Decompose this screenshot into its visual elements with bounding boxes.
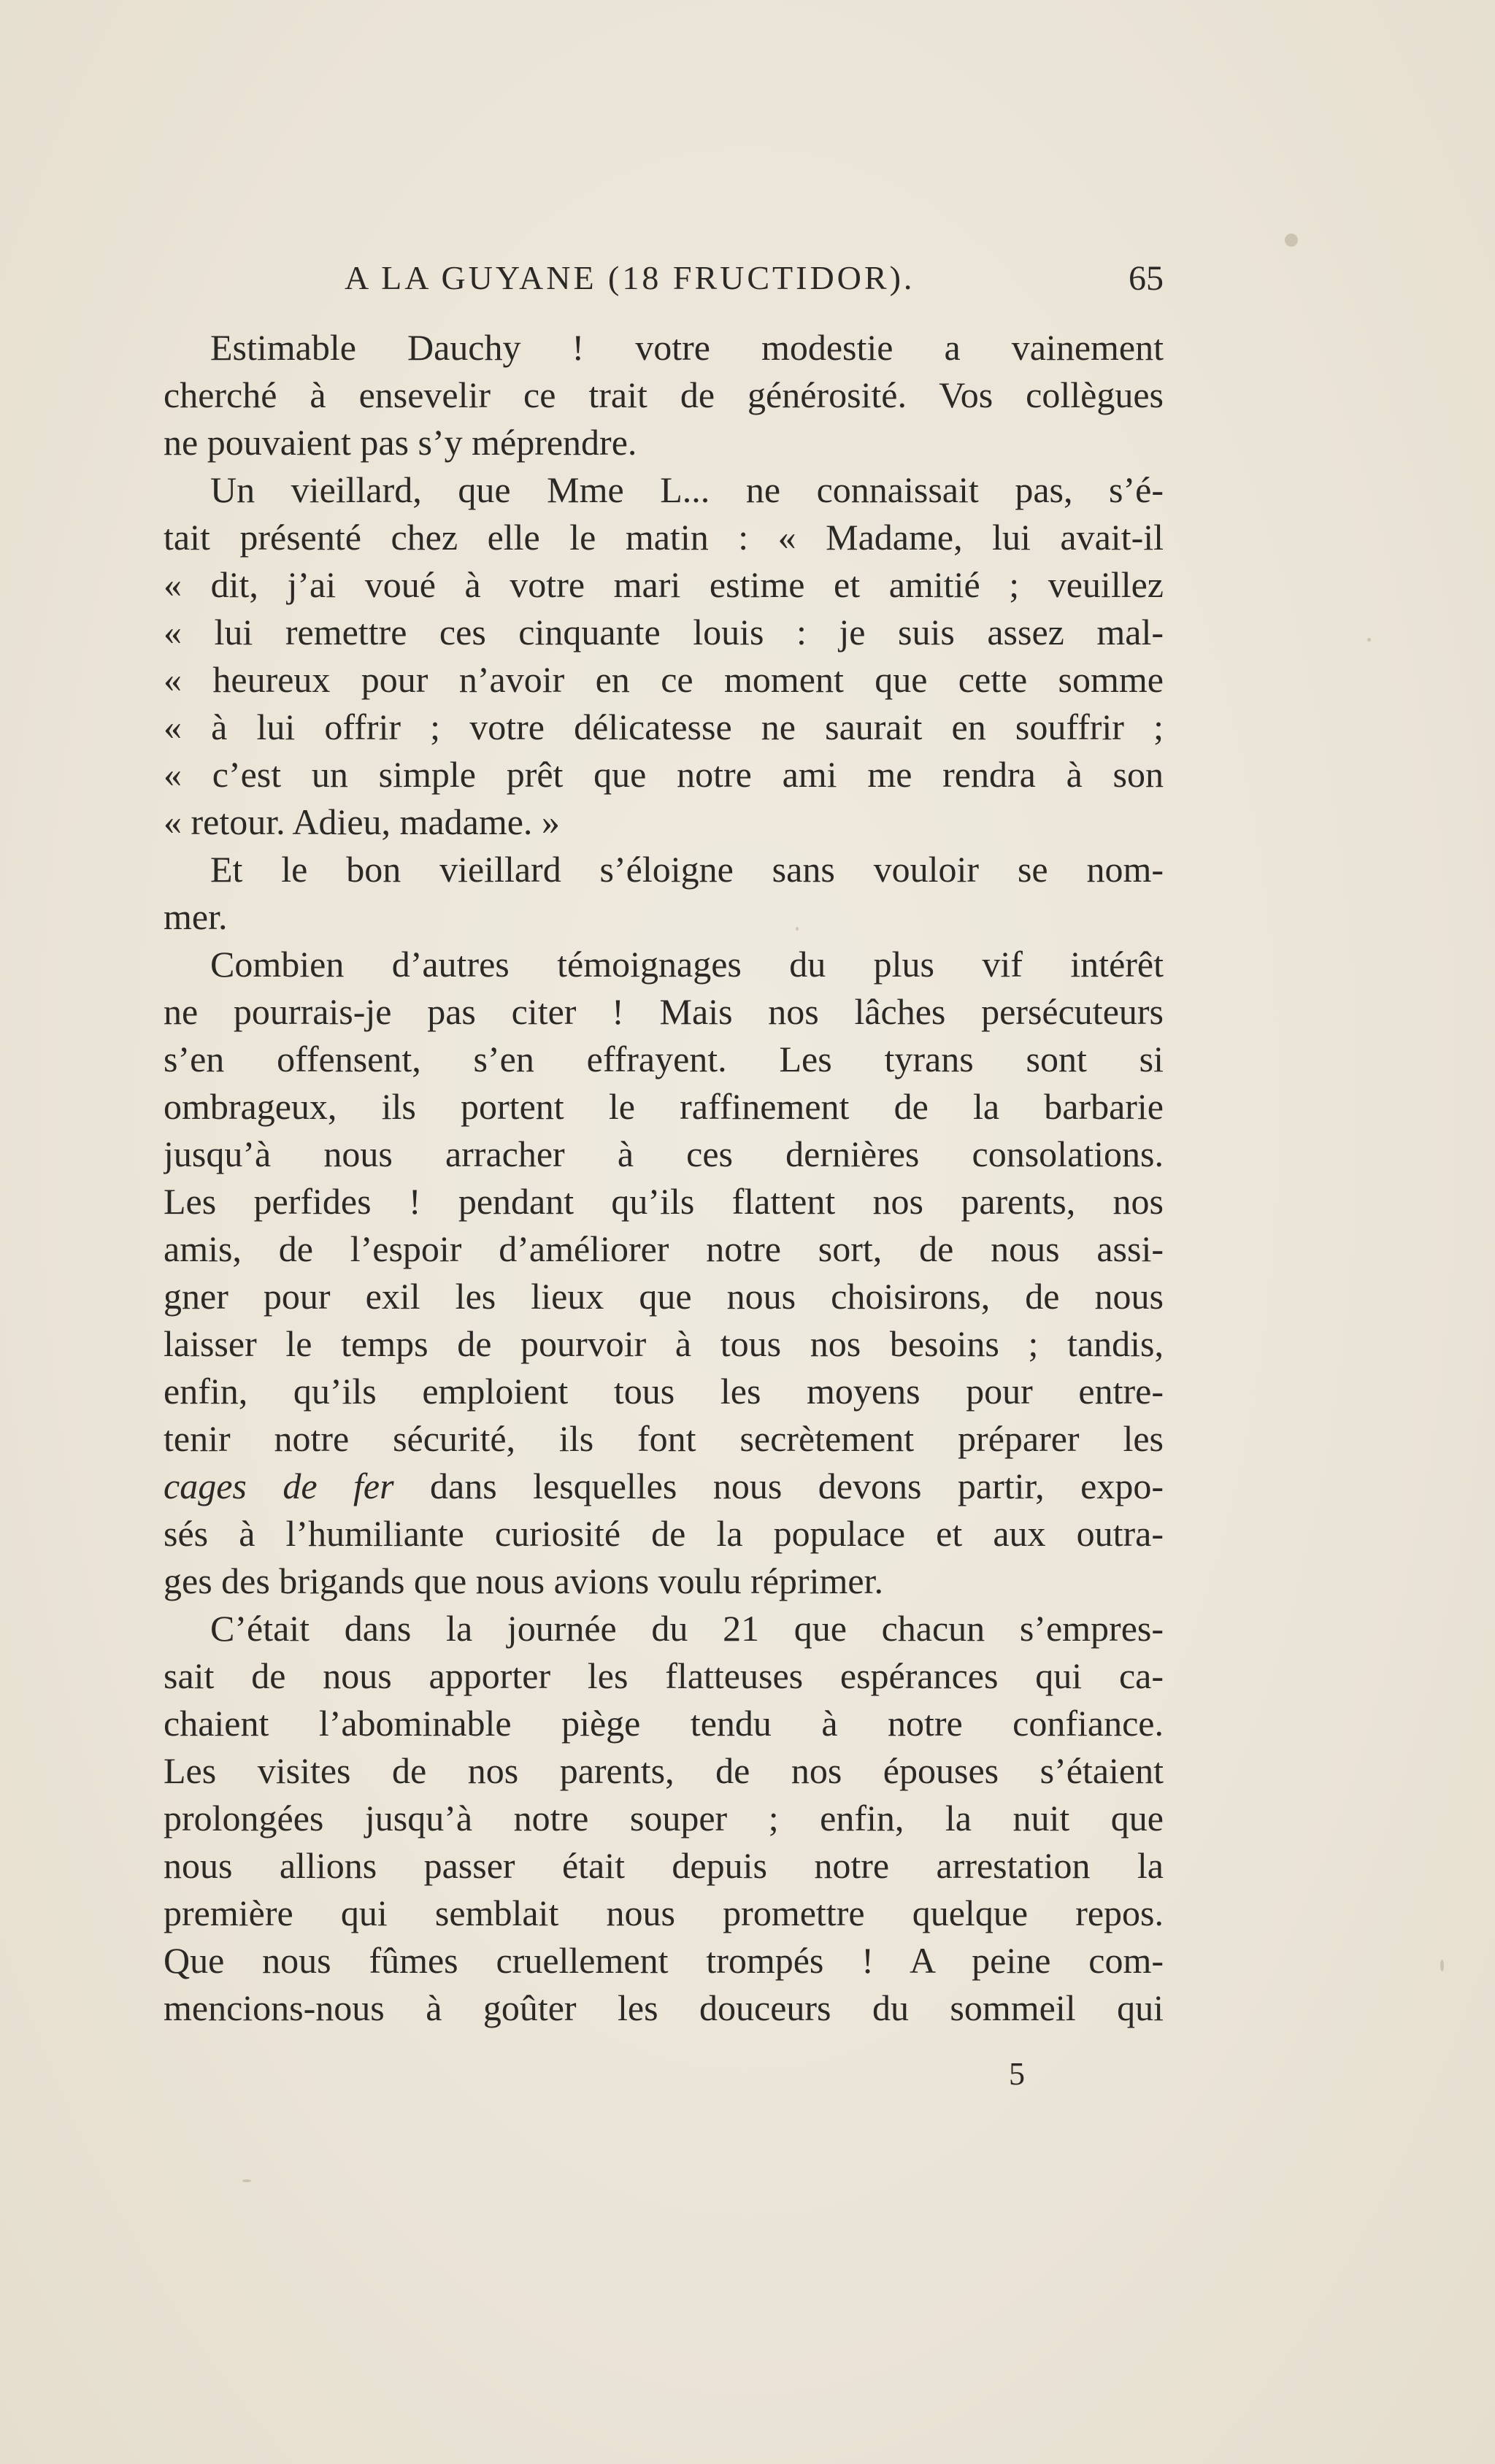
text-line: jusqu’à nous arracher à ces dernières consolations. [164, 1133, 1164, 1174]
text-line: « retour. Adieu, madame. » [164, 801, 560, 842]
paper-speck [1367, 638, 1371, 642]
text-line: Combien d’autres témoignages du plus vif intérêt [210, 944, 1164, 985]
signature-mark: 5 [1009, 2056, 1025, 2092]
text-line: « heureux pour n’avoir en ce moment que cette somme [164, 659, 1164, 700]
text-line: Les perfides ! pendant qu’ils flattent nos parents, nos [164, 1181, 1164, 1222]
text-line: C’était dans la journée du 21 que chacun s’empres- [210, 1608, 1164, 1649]
text-line: tenir notre sécurité, ils font secrètement préparer les [164, 1418, 1164, 1459]
paper-speck [242, 2179, 251, 2182]
text-line: Estimable Dauchy ! votre modestie a vainement [210, 327, 1164, 368]
text-line: ombrageux, ils portent le raffinement de la barbarie [164, 1086, 1164, 1127]
text-line: Les visites de nos parents, de nos épouses s’étaient [164, 1750, 1164, 1791]
text-line-rest: dans lesquelles nous devons partir, expo- [430, 1466, 1164, 1506]
italic-phrase: cages de fer [164, 1466, 394, 1506]
text-line: ne pouvaient pas s’y méprendre. [164, 422, 637, 463]
text-line: nous allions passer était depuis notre arrestation la [164, 1845, 1164, 1886]
running-head: A LA GUYANE (18 FRUCTIDOR). [345, 259, 915, 296]
text-line: enfin, qu’ils emploient tous les moyens pour entre- [164, 1371, 1164, 1412]
text-line: première qui semblait nous promettre quelque repos. [164, 1893, 1164, 1933]
text-line-with-italic [164, 1463, 1164, 1510]
text-line: sés à l’humiliante curiosité de la populace et aux outra- [164, 1513, 1164, 1554]
text-line: Un vieillard, que Mme L... ne connaissait pas, s’é- [210, 469, 1164, 510]
paper-speck [796, 927, 799, 931]
page-header [164, 255, 1164, 307]
text-line: s’en offensent, s’en effrayent. Les tyrans sont si [164, 1039, 1164, 1079]
paper-speck [1285, 234, 1298, 247]
text-line: laisser le temps de pourvoir à tous nos besoins ; tandis, [164, 1323, 1164, 1364]
text-line: ne pourrais-je pas citer ! Mais nos lâches persécuteurs [164, 991, 1164, 1032]
text-line: cherché à ensevelir ce trait de générosité. Vos collègues [164, 374, 1164, 415]
text-line: prolongées jusqu’à notre souper ; enfin, la nuit que [164, 1798, 1164, 1839]
body-text [164, 324, 1164, 2032]
text-line: « à lui offrir ; votre délicatesse ne saurait en souffrir ; [164, 707, 1164, 747]
text-line: « lui remettre ces cinquante louis : je suis assez mal- [164, 612, 1164, 652]
text-line: amis, de l’espoir d’améliorer notre sort, de nous assi- [164, 1228, 1164, 1269]
text-line: Et le bon vieillard s’éloigne sans vouloir se nom- [210, 849, 1164, 890]
text-line: chaient l’abominable piège tendu à notre confiance. [164, 1703, 1164, 1744]
text-line: mer. [164, 896, 228, 937]
text-line: ges des brigands que nous avions voulu réprimer. [164, 1560, 883, 1601]
page-number: 65 [1129, 259, 1164, 298]
text-line: sait de nous apporter les flatteuses espérances qui ca- [164, 1655, 1164, 1696]
paper-speck [1440, 1960, 1444, 1971]
text-line: Que nous fûmes cruellement trompés ! A peine com- [164, 1940, 1164, 1981]
text-line: mencions-nous à goûter les douceurs du sommeil qui [164, 1987, 1164, 2028]
text-line: « c’est un simple prêt que notre ami me rendra à son [164, 754, 1164, 795]
text-line: gner pour exil les lieux que nous choisirons, de nous [164, 1276, 1164, 1317]
text-line: « dit, j’ai voué à votre mari estime et amitié ; veuillez [164, 564, 1164, 605]
text-line: tait présenté chez elle le matin : « Madame, lui avait-il [164, 517, 1164, 558]
